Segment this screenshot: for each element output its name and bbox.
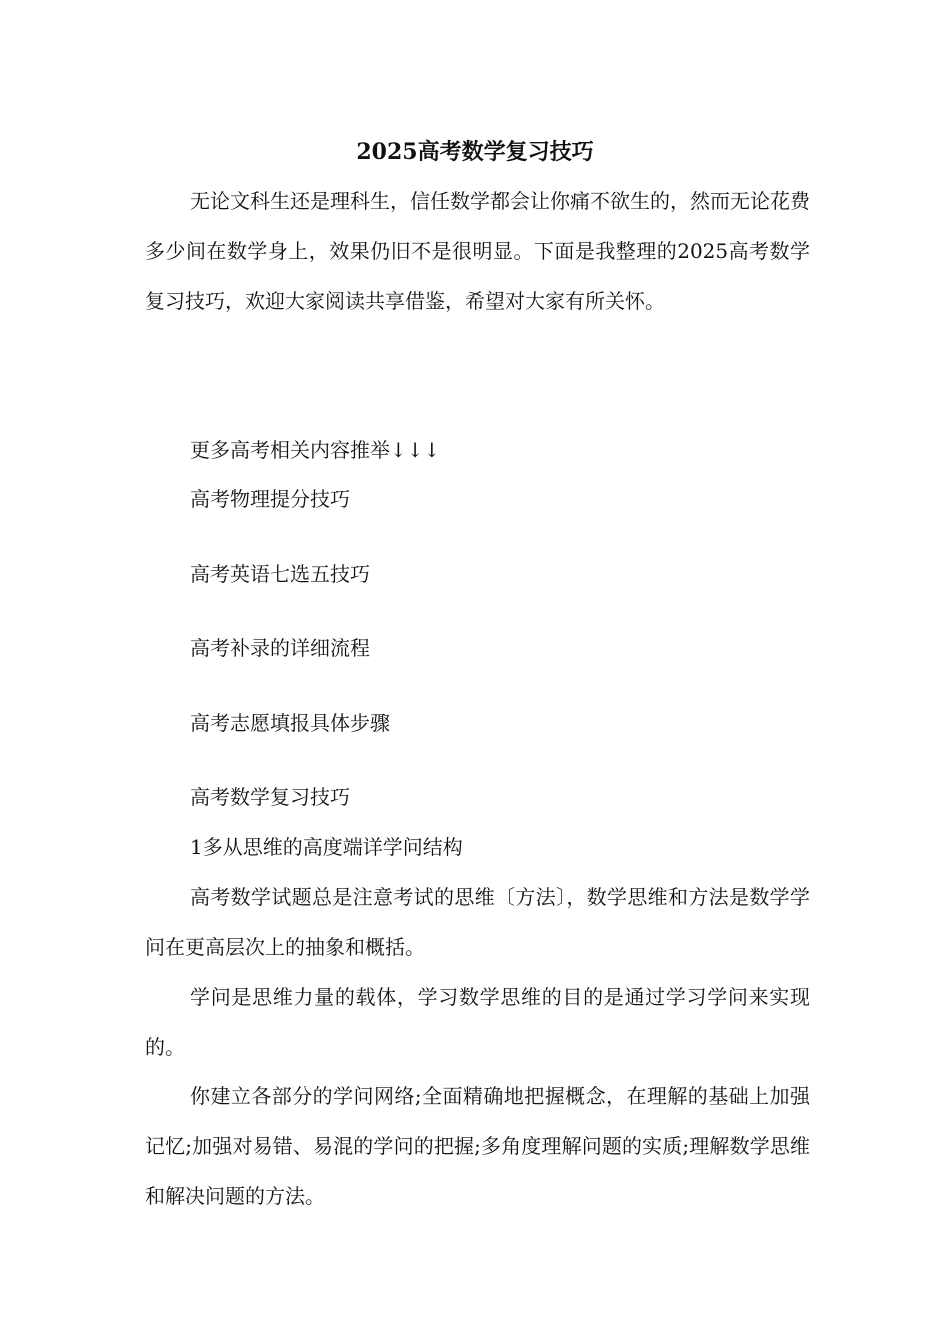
section-paragraph-3: 你建立各部分的学问网络;全面精确地把握概念，在理解的基础上加强记忆;加强对易错、易混的学问的把握;多角度理解问题的实质;理解数学思维和解决问题的方法。 <box>145 1084 810 1208</box>
section-paragraph-2: 学问是思维力量的载体，学习数学思维的目的是通过学习学问来实现的。 <box>145 985 810 1059</box>
document-title: 2025高考数学复习技巧 <box>356 139 594 165</box>
related-heading: 更多高考相关内容推举↓↓↓ <box>190 438 441 462</box>
related-link-math[interactable]: 高考数学复习技巧 <box>190 785 350 809</box>
intro-paragraph: 无论文科生还是理科生，信任数学都会让你痛不欲生的，然而无论花费多少间在数学身上，效果仍旧不是很明显。下面是我整理的2025高考数学复习技巧，欢迎大家阅读共享借鉴，希望对大家有所关怀。 <box>145 189 810 313</box>
related-link-physics[interactable]: 高考物理提分技巧 <box>190 487 350 511</box>
section-paragraph-1: 高考数学试题总是注意考试的思维〔方法〕，数学思维和方法是数学学问在更高层次上的抽象和概括。 <box>145 885 810 959</box>
section-heading: 1多从思维的高度端详学问结构 <box>190 835 463 859</box>
related-link-application[interactable]: 高考志愿填报具体步骤 <box>190 711 390 735</box>
related-link-english[interactable]: 高考英语七选五技巧 <box>190 562 370 586</box>
related-link-supplementary[interactable]: 高考补录的详细流程 <box>190 636 370 660</box>
